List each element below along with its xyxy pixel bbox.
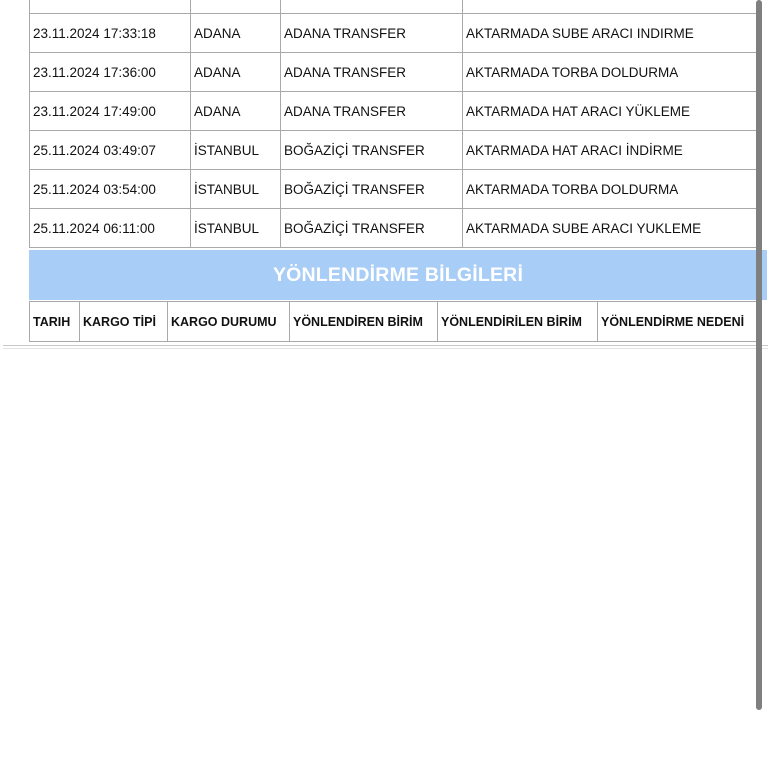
cell-unit: ADANA TRANSFER [281, 14, 463, 53]
cell-unit: ADANA TRANSFER [281, 53, 463, 92]
cell-date: 23.11.2024 17:49:00 [30, 92, 191, 131]
cell-date: 25.11.2024 03:49:07 [30, 131, 191, 170]
movement-table [29, 0, 759, 248]
column-header-date: TARIH [30, 302, 80, 342]
cell-action [463, 0, 759, 14]
cell-action: AKTARMADA HAT ARACI İNDİRME [463, 131, 759, 170]
cell-action: AKTARMADA SUBE ARACI YUKLEME [463, 209, 759, 248]
cell-city: ADANA [191, 14, 281, 53]
cell-action: AKTARMADA SUBE ARACI INDIRME [463, 14, 759, 53]
column-header-redirecting-unit: YÖNLENDİREN BİRİM [290, 302, 438, 342]
table-row [30, 53, 759, 92]
cell-action: AKTARMADA TORBA DOLDURMA [463, 53, 759, 92]
cell-action: AKTARMADA HAT ARACI YÜKLEME [463, 92, 759, 131]
cell-city: ADANA [191, 53, 281, 92]
table-row [30, 14, 759, 53]
cell-unit: BOĞAZİÇİ TRANSFER [281, 209, 463, 248]
table-row [30, 92, 759, 131]
table-row [30, 0, 759, 14]
cell-city [191, 0, 281, 14]
table-row [30, 170, 759, 209]
cell-city: İSTANBUL [191, 209, 281, 248]
column-header-redirect-reason: YÖNLENDİRME NEDENİ [598, 302, 759, 342]
cell-action: AKTARMADA TORBA DOLDURMA [463, 170, 759, 209]
column-header-cargo-status: KARGO DURUMU [168, 302, 290, 342]
redirect-section-title: YÖNLENDİRME BİLGİLERİ [29, 250, 767, 300]
cell-unit: ADANA TRANSFER [281, 92, 463, 131]
table-row [30, 131, 759, 170]
cell-city: İSTANBUL [191, 131, 281, 170]
cell-unit: BOĞAZİÇİ TRANSFER [281, 131, 463, 170]
cell-unit [281, 0, 463, 14]
cell-city: İSTANBUL [191, 170, 281, 209]
cell-date: 23.11.2024 17:33:18 [30, 14, 191, 53]
cell-city: ADANA [191, 92, 281, 131]
redirect-header-row [30, 302, 759, 342]
cell-date: 25.11.2024 06:11:00 [30, 209, 191, 248]
column-header-redirected-unit: YÖNLENDİRİLEN BİRİM [438, 302, 598, 342]
column-header-cargo-type: KARGO TİPİ [80, 302, 168, 342]
vertical-scrollbar[interactable] [756, 0, 762, 710]
cell-date [30, 0, 191, 14]
table-row [30, 209, 759, 248]
redirect-table [29, 301, 759, 342]
cell-unit: BOĞAZİÇİ TRANSFER [281, 170, 463, 209]
cell-date: 25.11.2024 03:54:00 [30, 170, 191, 209]
cell-date: 23.11.2024 17:36:00 [30, 53, 191, 92]
